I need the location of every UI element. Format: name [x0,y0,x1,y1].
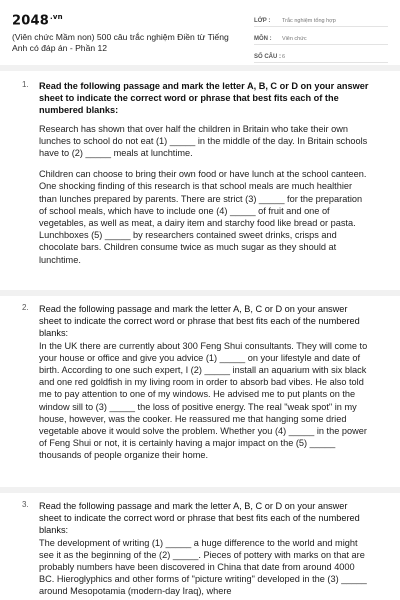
question-number: 1. [22,80,29,89]
question-body [39,303,371,462]
logo-suffix: .vn [49,13,63,21]
class-value: Trắc nghiệm tổng hợp [282,18,336,24]
document-meta [254,13,388,67]
meta-subject-row [254,31,388,45]
question-2 [13,303,391,462]
question-instruction: Read the following passage and mark the letter A, B, C or D on your answer sheet to indicate the correct word or phrase that best fits each of the numbered blanks: [39,81,369,116]
question-instruction: Read the following passage and mark the letter A, B, C or D on your answer sheet to indicate the correct word or phrase that best fits each of the numbered blanks: [39,501,360,536]
section-divider [0,65,400,71]
logo-text: 2048 [12,13,49,29]
subject-value: Viên chức [282,36,307,42]
question-3 [13,500,391,598]
question-body [39,80,371,266]
passage-paragraph: Research has shown that over half the children in Britain who take their own lunches to school do not eat (1) _____ in the middle of the day. In Britain schools have to (2) _____ meals at lunchtime. [39,123,368,159]
meta-class-row [254,13,388,27]
passage-paragraph: The development of writing (1) _____ a huge difference to the world and might see it as the beginning of the (2) _____. Pieces of pottery with marks on that are probably numbers have been discovered in China that date from around 4000 BC. Hieroglyphics and other forms of "picture writing" developed in the (3) _____ around Mesopotamia (modern-day Iraq), where [39,537,367,597]
count-value: 6 [282,54,286,60]
question-1 [13,80,391,266]
document-title: (Viên chức Mầm non) 500 câu trắc nghiệm Điền từ Tiếng Anh có đáp án - Phần 12 [12,32,229,54]
page-header [0,0,400,64]
question-instruction: Read the following passage and mark the letter A, B, C or D on your answer sheet to indicate the correct word or phrase that best fits each of the numbered blanks: [39,304,360,339]
question-number: 2. [22,303,29,312]
passage-paragraph: Children can choose to bring their own food or have lunch at the school canteen. One shocking finding of this research is that school meals are much healthier than lunches prepared by parents. There are strict (3) _____ for the preparation of school meals, which have to include one (4) _____ of fruit and one of vegetables, as well as meat, a dairy item and starchy food like bread or pasta. Lunchboxes (5) _____ by researchers contained sweet drinks, crisps and chocolate bars. Children consume twice as much sugar as they should at lunchtime. [39,169,367,265]
question-body [39,500,371,598]
section-divider [0,290,400,296]
passage-paragraph: In the UK there are currently about 300 Feng Shui consultants. They will come to your house or office and give you advice (1) _____ on your lifestyle and date of birth. According to one such expert, I (2) _____ install an aquarium with six black and one red goldfish in my living room in order to absorb bad vibes. He also told me to pay attention to one of my windows. He advised me to put plants on the window sill to (3) _____ the loss of positive energy. The real "weak spot" in my house, however, was the cooker. He reassured me that hanging some dried vegetable above it would solve the problem. Whether you (4) _____ in the power of Feng Shui or not, it is certainly having a major impact on the (5) _____ thousands of people organize their home. [39,340,368,461]
question-number: 3. [22,500,29,509]
subject-label: MÔN : [254,36,272,42]
meta-count-row [254,49,388,63]
section-divider [0,487,400,493]
count-label: SỐ CÂU : [254,54,281,60]
class-label: LỚP : [254,18,271,24]
